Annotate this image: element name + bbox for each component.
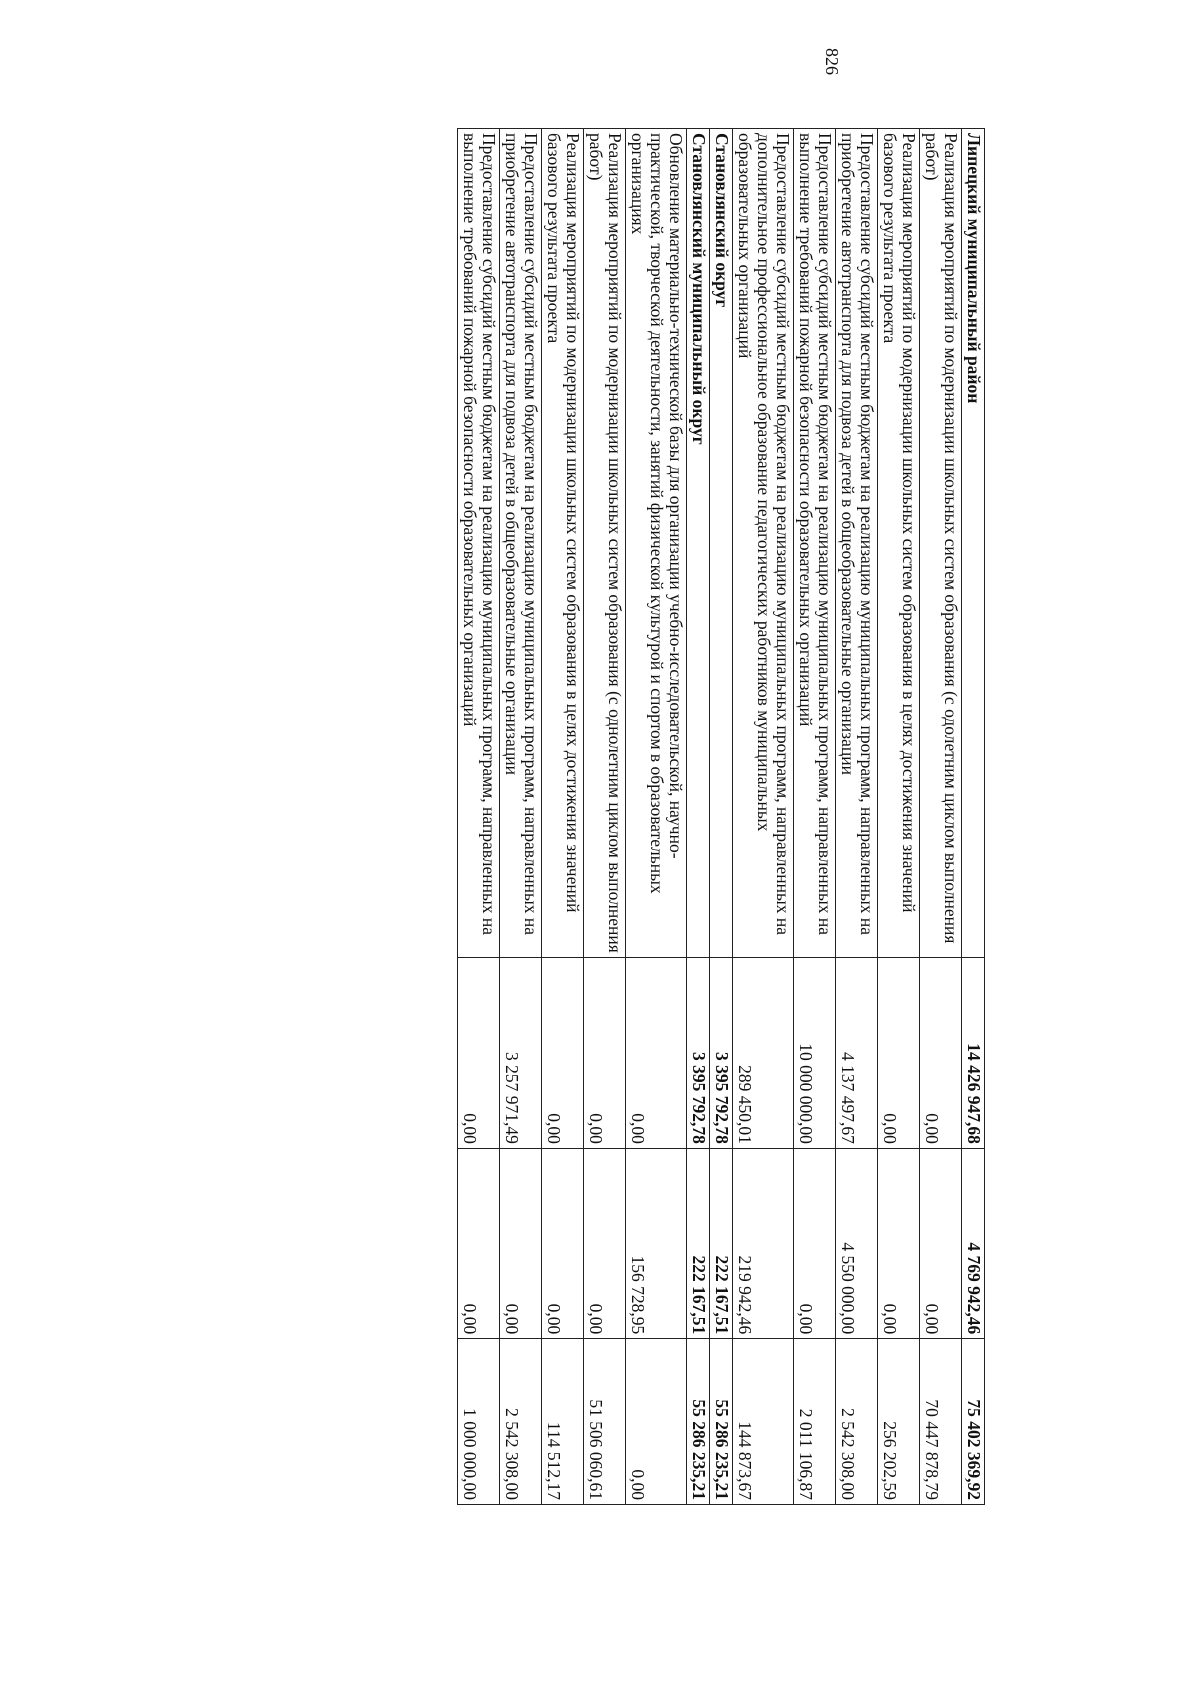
table-row-group	[687, 129, 710, 1505]
value-col-3: 2 542 308,00	[836, 1339, 878, 1505]
value-col-1: 0,00	[542, 958, 584, 1149]
row-name: Становлянский муниципальный округ	[687, 129, 710, 958]
budget-table	[457, 128, 985, 1505]
value-col-1: 0,00	[626, 958, 687, 1149]
value-col-1: 0,00	[920, 958, 962, 1149]
row-name: Обновление материально-технической базы для организации учебно-исследовательской, научно-практической, творческой деятельности, занятий физической культурой и спортом в образовательных организациях	[626, 129, 687, 958]
value-col-1: 0,00	[458, 958, 500, 1149]
row-name: Предоставление субсидий местным бюджетам на реализацию муниципальных программ, направленных на выполнение требований пожарной безопасности образовательных организаций	[794, 129, 836, 958]
value-col-2: 156 728,95	[626, 1148, 687, 1338]
row-name: Реализация мероприятий по модернизации школьных систем образования (с однолетним циклом выполнения работ)	[584, 129, 626, 958]
value-col-3: 256 202,59	[878, 1339, 920, 1505]
value-col-1: 10 000 000,00	[794, 958, 836, 1149]
value-col-2: 0,00	[542, 1148, 584, 1338]
value-col-2: 222 167,51	[710, 1148, 733, 1338]
value-col-3: 2 542 308,00	[500, 1339, 542, 1505]
value-col-2: 0,00	[878, 1148, 920, 1338]
table-row	[500, 129, 542, 1505]
value-col-2: 0,00	[458, 1148, 500, 1338]
value-col-2: 0,00	[500, 1148, 542, 1338]
value-col-1: 4 137 497,67	[836, 958, 878, 1149]
value-col-2: 4 550 000,00	[836, 1148, 878, 1338]
table-row	[542, 129, 584, 1505]
row-name: Предоставление субсидий местным бюджетам на реализацию муниципальных программ, направленных на приобретение автотранспорта для подвоза детей в общеобразовательные организации	[500, 129, 542, 958]
value-col-1: 14 426 947,68	[962, 958, 985, 1149]
table-row	[626, 129, 687, 1505]
table-row	[878, 129, 920, 1505]
table-row-group	[710, 129, 733, 1505]
row-name: Реализация мероприятий по модернизации школьных систем образования в целях достижения значений базового результата проекта	[542, 129, 584, 958]
value-col-3: 144 873,67	[733, 1339, 794, 1505]
row-name: Предоставление субсидий местным бюджетам на реализацию муниципальных программ, направленных на приобретение автотранспорта для подвоза детей в общеобразовательные организации	[836, 129, 878, 958]
value-col-3: 114 512,17	[542, 1339, 584, 1505]
value-col-2: 219 942,46	[733, 1148, 794, 1338]
value-col-1: 0,00	[584, 958, 626, 1149]
value-col-2: 0,00	[920, 1148, 962, 1338]
value-col-2: 222 167,51	[687, 1148, 710, 1338]
value-col-3: 2 011 106,87	[794, 1339, 836, 1505]
value-col-1: 3 395 792,78	[710, 958, 733, 1149]
table-row	[836, 129, 878, 1505]
table-row	[584, 129, 626, 1505]
value-col-3: 55 286 235,21	[687, 1339, 710, 1505]
row-name: Становлянский округ	[710, 129, 733, 958]
value-col-3: 55 286 235,21	[710, 1339, 733, 1505]
table-row	[794, 129, 836, 1505]
value-col-1: 3 257 971,49	[500, 958, 542, 1149]
page-number: 826	[822, 48, 842, 75]
value-col-3: 1 000 000,00	[458, 1339, 500, 1505]
table-row	[920, 129, 962, 1505]
value-col-2: 0,00	[794, 1148, 836, 1338]
row-name: Предоставление субсидий местным бюджетам на реализацию муниципальных программ, направленных на выполнение требований пожарной безопасности образовательных организаций	[458, 129, 500, 958]
row-name: Реализация мероприятий по модернизации школьных систем образования в целях достижения значений базового результата проекта	[878, 129, 920, 958]
table-row	[458, 129, 500, 1505]
table-row	[733, 129, 794, 1505]
value-col-2: 4 769 942,46	[962, 1148, 985, 1338]
table-row-group	[962, 129, 985, 1505]
value-col-3: 0,00	[626, 1339, 687, 1505]
row-name: Реализация мероприятий по модернизации школьных систем образования (с одолетним циклом выполнения работ)	[920, 129, 962, 958]
value-col-1: 3 395 792,78	[687, 958, 710, 1149]
row-name: Предоставление субсидий местным бюджетам на реализацию муниципальных программ, направленных на дополнительное профессиональное образование педагогических работников муниципальных образовательных организаций	[733, 129, 794, 958]
value-col-3: 70 447 878,79	[920, 1339, 962, 1505]
value-col-1: 0,00	[878, 958, 920, 1149]
value-col-3: 51 506 060,61	[584, 1339, 626, 1505]
row-name: Липецкий муниципальный район	[962, 129, 985, 958]
value-col-3: 75 402 369,92	[962, 1339, 985, 1505]
value-col-1: 289 450,01	[733, 958, 794, 1149]
value-col-2: 0,00	[584, 1148, 626, 1338]
